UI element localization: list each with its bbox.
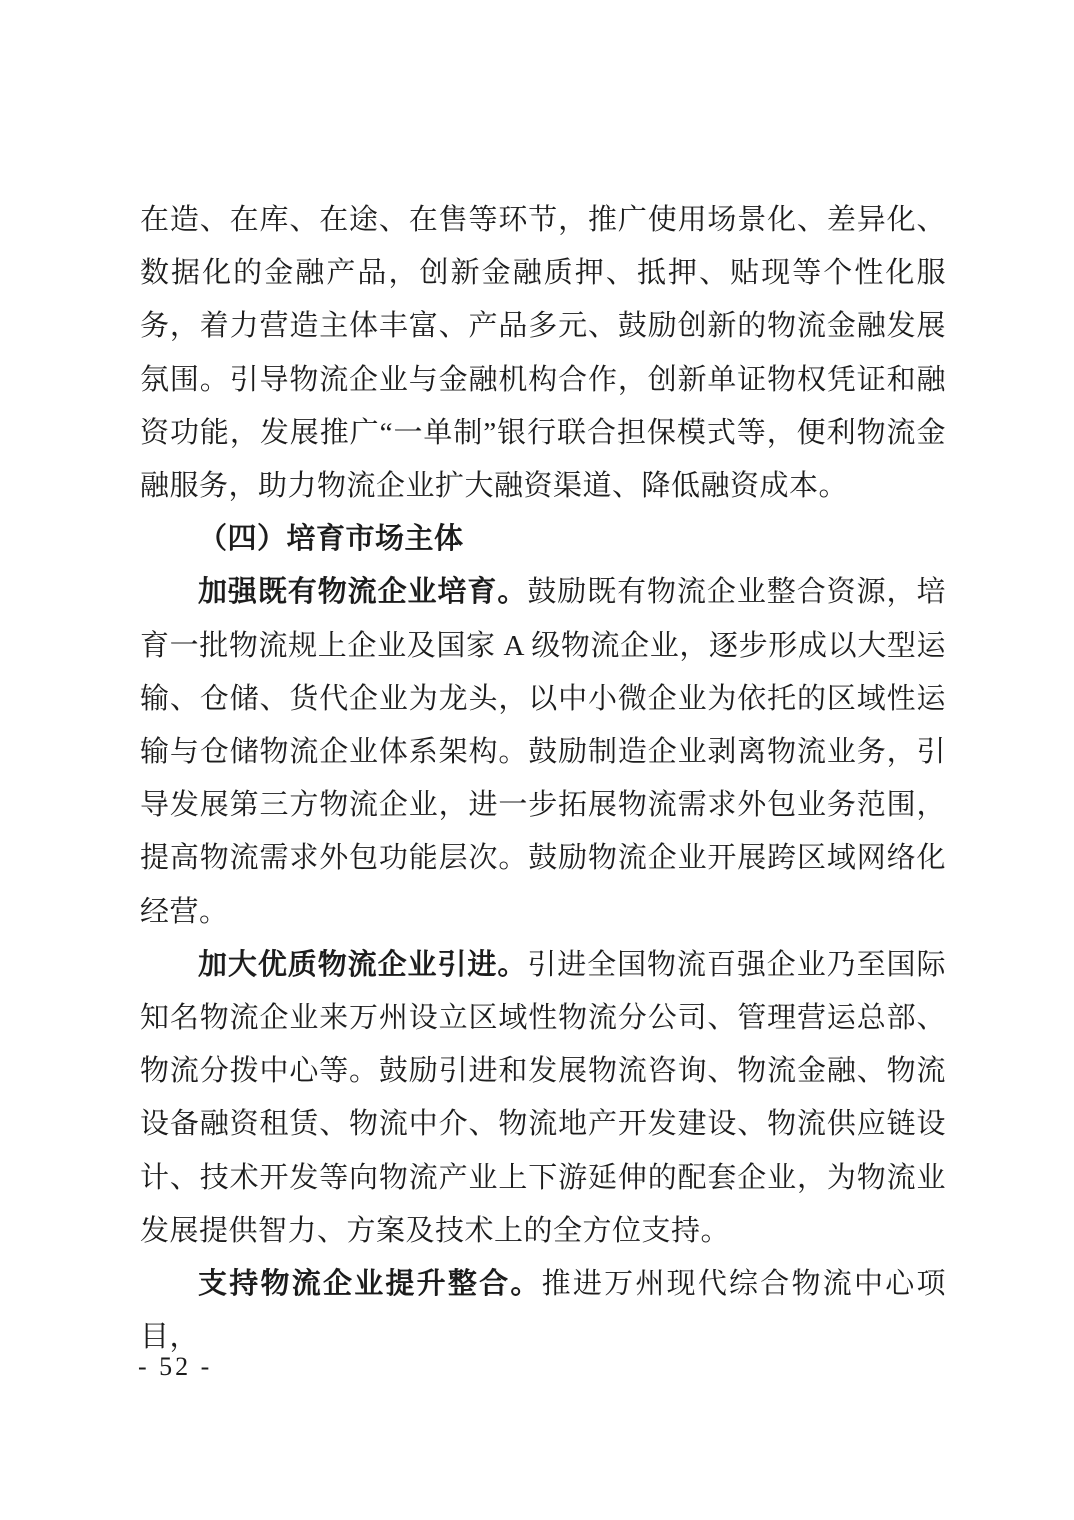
paragraph-lead: 支持物流企业提升整合。: [198, 1268, 542, 1301]
paragraph: [140, 566, 946, 938]
paragraph: [140, 939, 946, 1258]
paragraph-text: 推进万州现代综合物流中心项目，: [140, 1268, 946, 1354]
section-heading: [140, 513, 946, 566]
paragraph-lead: 加大优质物流企业引进。: [198, 948, 528, 981]
paragraph-text: 在造、在库、在途、在售等环节，推广使用场景化、差异化、数据化的金融产品，创新金融质押、抵押、贴现等个性化服务，着力营造主体丰富、产品多元、鼓励创新的物流金融发展氛围。引导物流企业与金融机构合作，创新单证物权凭证和融资功能，发展推广“一单制”银行联合担保模式等，便利物流金融服务，助力物流企业扩大融资渠道、降低融资成本。: [140, 204, 946, 503]
document-body: [140, 194, 946, 1364]
section-heading-text: （四）培育市场主体: [198, 523, 464, 556]
paragraph-text: 鼓励既有物流企业整合资源，培育一批物流规上企业及国家 A 级物流企业，逐步形成以大型运输、仓储、货代企业为龙头，以中小微企业为依托的区域性运输与仓储物流企业体系架构。鼓励制造企业剥离物流业务，引导发展第三方物流企业，进一步拓展物流需求外包业务范围，提高物流需求外包功能层次。鼓励物流企业开展跨区域网络化经营。: [140, 576, 946, 928]
paragraph: [140, 1258, 946, 1364]
paragraph-lead: 加强既有物流企业培育。: [198, 576, 528, 609]
paragraph: [140, 194, 946, 513]
page-number: - 52 -: [138, 1352, 213, 1381]
paragraph-text: 引进全国物流百强企业乃至国际知名物流企业来万州设立区域性物流分公司、管理营运总部、物流分拨中心等。鼓励引进和发展物流咨询、物流金融、物流设备融资租赁、物流中介、物流地产开发建设、物流供应链设计、技术开发等向物流产业上下游延伸的配套企业，为物流业发展提供智力、方案及技术上的全方位支持。: [140, 948, 946, 1247]
